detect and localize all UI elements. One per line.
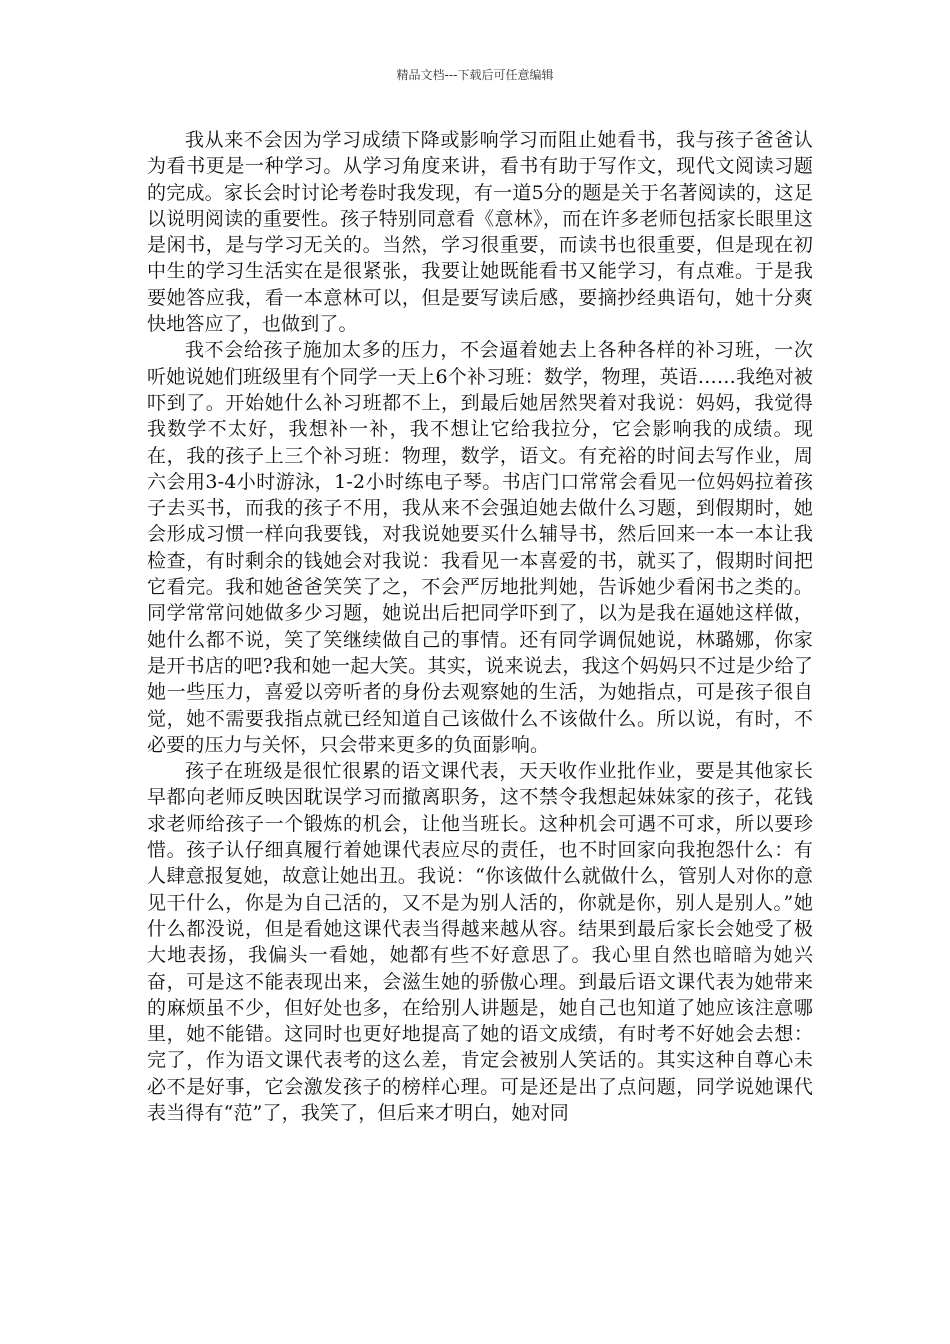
paragraph-class-rep: 孩子在班级是很忙很累的语文课代表，天天收作业批作业，要是其他家长早都向老师反映因耽误学习而撤离职务，这不禁令我想起妹妹家的孩子，花钱求老师给孩子一个锻炼的机会，让他当班长。这种机会可遇不可求，所以要珍惜。孩子认仔细真履行着她课代表应尽的责任，也不时回家向我抱怨什么：有人肆意报复她，故意让她出丑。我说：“你该做什么就做什么，管别人对你的意见干什么，你是为自己活的，又不是为别人活的，你就是你，别人是别人。”她什么都没说，但是看她这课代表当得越来越从容。结果到最后家长会她受了极大地表扬，我偏头一看她，她都有些不好意思了。我心里自然也暗暗为她兴奋，可是这不能表现出来，会滋生她的骄傲心理。到最后语文课代表为她带来的麻烦虽不少，但好处也多，在给别人讲题是，她自己也知道了她应该注意哪里，她不能错。这同时也更好地提高了她的语文成绩，有时考不好她会去想：完了，作为语文课代表考的这么差，肯定会被别人笑话的。其实这种自尊心未必不是好事，它会激发孩子的榜样心理。可是还是出了点问题，同学说她课代表当得有“范”了，我笑了，但后来才明白，她对同 <box>147 760 813 1124</box>
document-body <box>147 127 813 1126</box>
page-header: 精品文档---下载后可任意编辑 <box>396 68 554 82</box>
paragraph-pressure: 我不会给孩子施加太多的压力，不会逼着她去上各种各样的补习班，一次听她说她们班级里有个同学一天上6个补习班：数学，物理，英语……我绝对被吓到了。开始她什么补习班都不上，到最后她居然哭着对我说：妈妈，我觉得我数学不太好，我想补一补，我不想让它给我拉分，它会影响我的成绩。现在，我的孩子上三个补习班：物理，数学，语文。有充裕的时间去写作业，周六会用3-4小时游泳，1-2小时练电子琴。书店门口常常会看见一位妈妈拉着孩子去买书，而我的孩子不用，我从来不会强迫她去做什么习题，到假期时，她会形成习惯一样向我要钱，对我说她要买什么辅导书，然后回来一本一本让我检查，有时剩余的钱她会对我说：我看见一本喜爱的书，就买了，假期时间把它看完。我和她爸爸笑笑了之，不会严厉地批判她，告诉她少看闲书之类的。同学常常问她做多少习题，她说出后把同学吓到了，以为是我在逼她这样做，她什么都不说，笑了笑继续做自己的事情。还有同学调侃她说，林璐娜，你家是开书店的吧?我和她一起大笑。其实，说来说去，我这个妈妈只不过是少给了她一些压力，喜爱以旁听者的身份去观察她的生活，为她指点，可是孩子很自觉，她不需要我指点就已经知道自己该做什么不该做什么。所以说，有时，不必要的压力与关怀，只会带来更多的负面影响。 <box>147 339 813 756</box>
paragraph-reading: 我从来不会因为学习成绩下降或影响学习而阻止她看书，我与孩子爸爸认为看书更是一种学习。从学习角度来讲，看书有助于写作文，现代文阅读习题的完成。家长会时讨论考卷时我发现，有一道5分的题是关于名著阅读的，这足以说明阅读的重要性。孩子特别同意看《意林》，而在许多老师包括家长眼里这是闲书，是与学习无关的。当然，学习很重要，而读书也很重要，但是现在初中生的学习生活实在是很紧张，我要让她既能看书又能学习，有点难。于是我要她答应我，看一本意林可以，但是要写读后感，要摘抄经典语句，她十分爽快地答应了，也做到了。 <box>147 129 813 336</box>
